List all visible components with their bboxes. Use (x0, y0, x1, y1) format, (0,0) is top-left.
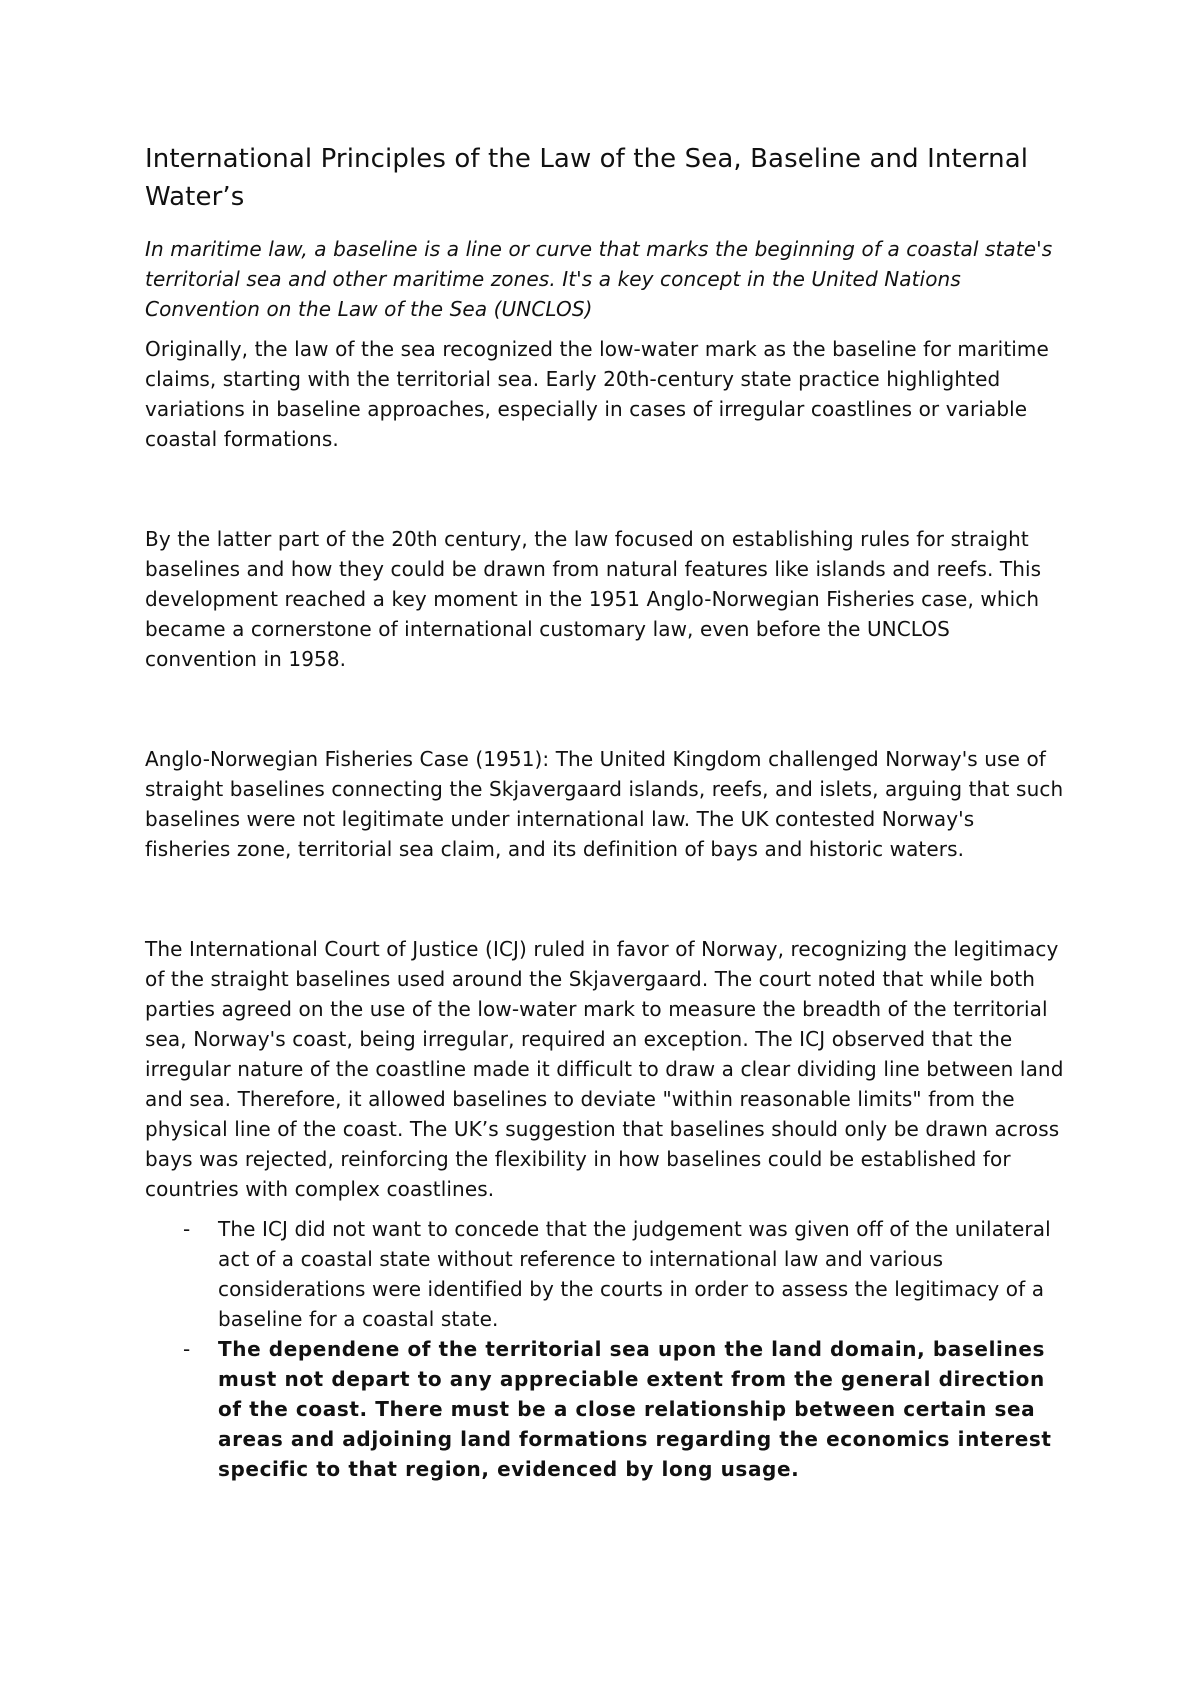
paragraph-icj-ruling: The International Court of Justice (ICJ) ruled in favor of Norway, recognizing the legitimacy of the straight baselines used around the Skjavergaard. The court noted that while both parties agreed on the use of the low-water mark to measure the breadth of the territorial sea, Norway's coast, being irregular, required an exception. The ICJ observed that the irregular nature of the coastline made it difficult to draw a clear dividing line between land and sea. Therefore, it allowed baselines to deviate "within reasonable limits" from the physical line of the coast. The UK’s suggestion that baselines should only be drawn across bays was rejected, reinforcing the flexibility in how baselines could be established for countries with complex coastlines. (145, 937, 1064, 1201)
paragraph-spacer (145, 684, 1065, 744)
document-page (145, 140, 1065, 1484)
list-item (145, 1334, 1065, 1484)
paragraph-fisheries-case: Anglo-Norwegian Fisheries Case (1951): The United Kingdom challenged Norway's use of straight baselines connecting the Skjavergaard islands, reefs, and islets, arguing that such baselines were not legitimate under international law. The UK contested Norway's fisheries zone, territorial sea claim, and its definition of bays and historic waters. (145, 747, 1064, 861)
paragraph-straight-baselines: By the latter part of the 20th century, the law focused on establishing rules for straight baselines and how they could be drawn from natural features like islands and reefs. This development reached a key moment in the 1951 Anglo-Norwegian Fisheries case, which became a cornerstone of international customary law, even before the UNCLOS convention in 1958. (145, 527, 1042, 671)
bullet-list (145, 1214, 1065, 1484)
list-item-text: The ICJ did not want to concede that the judgement was given off of the unilateral act of a coastal state without reference to international law and various considerations were identified by the courts in order to assess the legitimacy of a baseline for a coastal state. (218, 1217, 1051, 1331)
paragraph-spacer (145, 874, 1065, 934)
document-title: International Principles of the Law of the Sea, Baseline and Internal Water’s (145, 144, 1029, 212)
list-item-text: The dependene of the territorial sea upon the land domain, baselines must not depart to any appreciable extent from the general direction of the coast. There must be a close relationship between certain sea areas and adjoining land formations regarding the economics interest specific to that region, evidenced by long usage. (218, 1337, 1052, 1481)
list-item (145, 1214, 1065, 1334)
bullet-dash: - (183, 1337, 191, 1361)
paragraph-origins: Originally, the law of the sea recognized the low-water mark as the baseline for maritime claims, starting with the territorial sea. Early 20th-century state practice highlighted variations in baseline approaches, especially in cases of irregular coastlines or variable coastal formations. (145, 337, 1049, 451)
intro-paragraph: In maritime law, a baseline is a line or curve that marks the beginning of a coastal state's territorial sea and other maritime zones. It's a key concept in the United Nations Convention on the Law of the Sea (UNCLOS) (145, 237, 1053, 321)
paragraph-spacer (145, 464, 1065, 524)
bullet-dash: - (183, 1217, 191, 1241)
